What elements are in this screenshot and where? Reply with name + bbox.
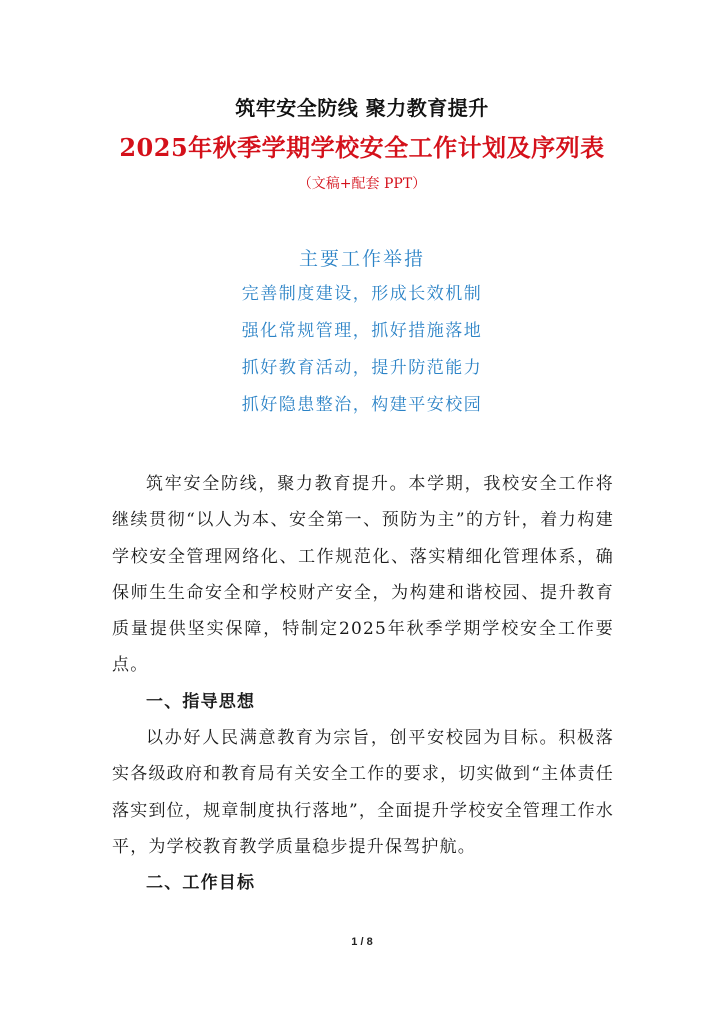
page-number: 1 / 8 (351, 936, 373, 948)
section-heading: 二、工作目标 (146, 873, 256, 894)
section-paragraph: 以办好人民满意教育为宗旨，创平安校园为目标。积极落实各级政府和教育局有关安全工作的要求，切实做到“主体责任落实到位，规章制度执行落地”，全面提升学校安全管理工作水平，为学校教育教学质量稳步提升保驾护航。 (112, 728, 614, 857)
measures-item: 抓好教育活动，提升防范能力 (241, 358, 483, 378)
intro-paragraph: 筑牢安全防线，聚力教育提升。本学期，我校安全工作将继续贯彻“以人为本、安全第一、预防为主”的方针，着力构建学校安全管理网络化、工作规范化、落实精细化管理体系，确保师生生命安全和学校财产安全，为构建和谐校园、提升教育质量提供坚实保障，特制定2025年秋季学期学校安全工作要点。 (112, 474, 614, 676)
document-subtitle: 2025年秋季学期学校安全工作计划及序列表 (119, 133, 605, 162)
measures-item: 完善制度建设，形成长效机制 (241, 284, 483, 304)
measures-block (0, 242, 724, 424)
measures-item: 强化常规管理，抓好措施落地 (241, 321, 483, 341)
document-note: （文稿+配套 PPT） (297, 176, 427, 192)
document-body (112, 466, 614, 902)
measures-heading: 主要工作举措 (298, 248, 425, 270)
document-title: 筑牢安全防线 聚力教育提升 (235, 96, 489, 120)
section-heading: 一、指导思想 (146, 691, 256, 712)
measures-item: 抓好隐患整治，构建平安校园 (241, 395, 483, 415)
